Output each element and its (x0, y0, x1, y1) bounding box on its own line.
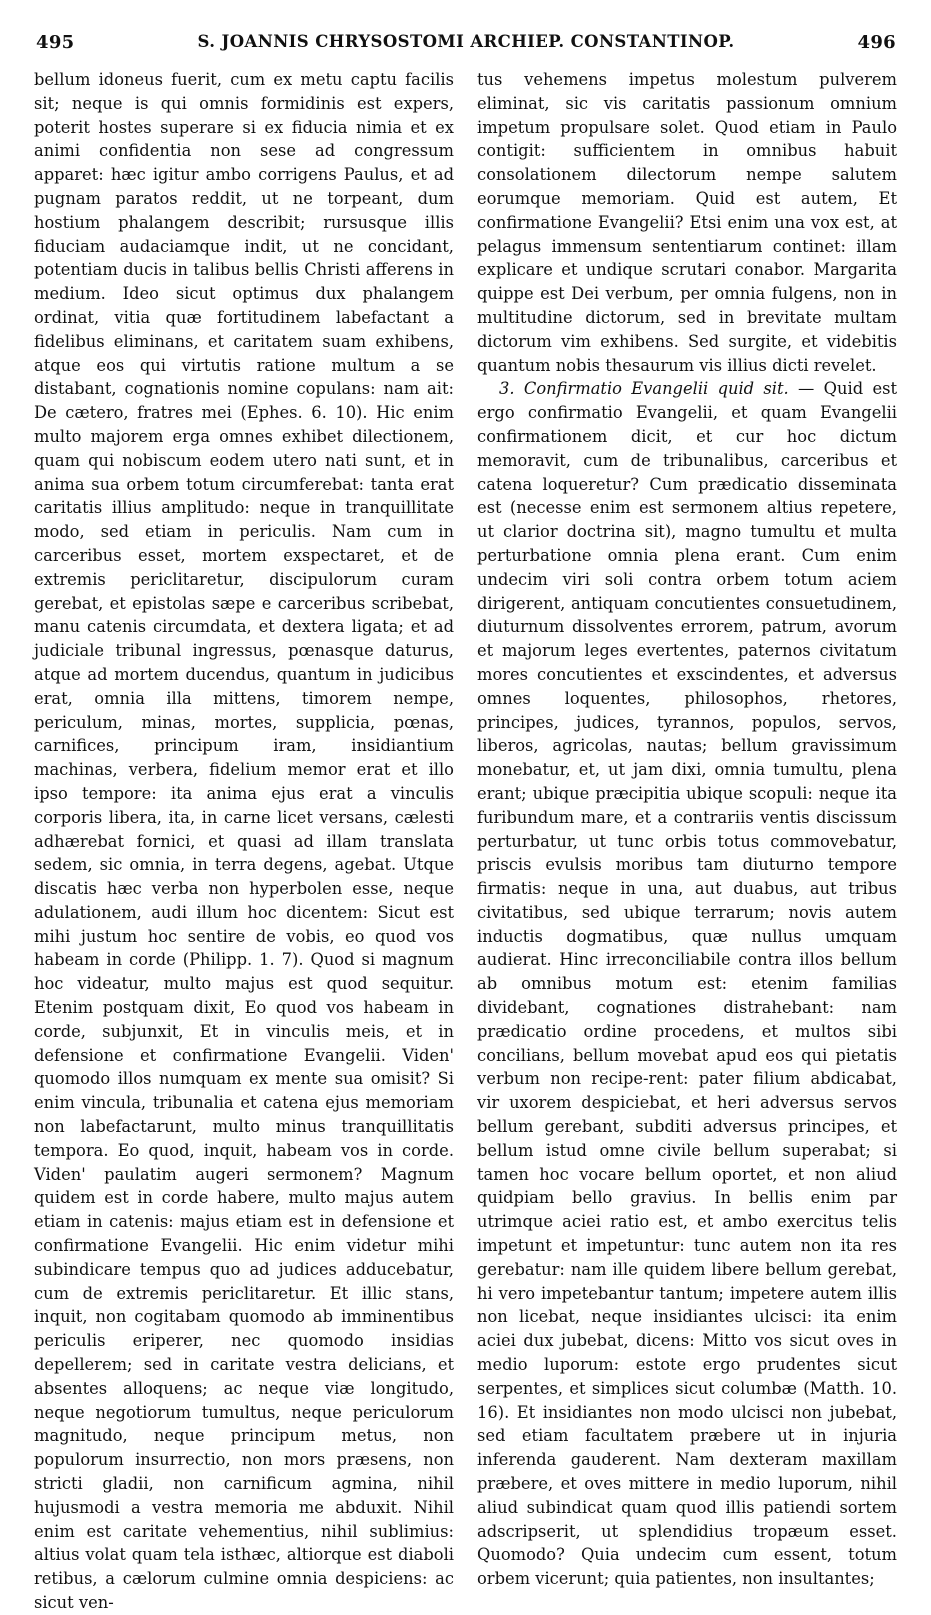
right-column (477, 68, 897, 1589)
section-heading: 3. Confirmatio Evangelii quid sit. (499, 379, 789, 399)
section-text: — Quid est ergo confirmatio Evangelii, et quam Evangelii confirmationem dicit, et cur hoc dictum memoravit, cum de tribunalibus, carceribus et catena loqueretur? Cum prædicatio disseminata est (necesse enim est sermonem altius repetere, ut clarior doctrina sit), magno tumultu et multa perturbatione omnia plena erant. Cum enim undecim viri soli contra orbem totum aciem dirigerent, antiquam concutientes consuetudinem, diuturnum dissolventes errorem, patrum, avorum et majorum leges evertentes, paternos civitatum mores concutientes et exscindentes, et adversus omnes loquentes, philosophos, rhetores, principes, judices, tyrannos, populos, servos, liberos, agricolas, nautas; bellum gravissimum monebatur, et, ut jam dixi, omnia tumultu, plena erant; ubique præcipitia ubique scopuli: neque ita furibundum mare, et a contrariis ventis discissum perturbatur, ut tunc orbis totus commovebatur, priscis evulsis moribus tam diuturno tempore firmatis: neque in una, aut duabus, aut tribus civitatibus, sed ubique terrarum; novis autem inductis dogmatibus, quæ nullus umquam audierat. Hinc irreconciliabile contra illos bellum ab omnibus motum est: etenim familias dividebant, cognationes distrahebant: nam prædicatio ordine procedens, et multos sibi concilians, bellum movebat apud eos qui pietatis verbum non recipe-rent: pater filium abdicabat, vir uxorem despiciebat, et heri adversus servos bellum gerebant, subditi adversus principes, et bellum istud omne civile bellum superabat; si tamen hoc vocare bellum oportet, et non aliud quidpiam bello gravius. In bellis enim par utrimque aciei ratio est, et ambo exercitus telis impetunt et impetuntur: tunc autem non ita res gerebatur: nam ille quidem libere bellum gerebat, hi vero impetebantur tantum; impetere autem illis non licebat, neque insidiantes ulcisci: ita enim aciei dux jubebat, dicens: Mitto vos sicut oves in medio luporum: estote ergo prudentes sicut serpentes, et simplices sicut columbæ (Matth. 10. 16). Et insidiantes non modo ulcisci non jubebat, sed etiam facultatem præbere ut in injuria inferenda gauderent. Nam dexteram maxillam præbere, et oves mittere in medio luporum, nihil aliud subindicat quam quod illis patiendi sortem adscripserit, ut splendidius tropæum esset. Quomodo? Quia undecim cum essent, totum orbem vicerunt; quia patientes, non insultantes; (477, 379, 897, 1589)
running-header (36, 32, 896, 56)
page-number-left: 495 (36, 32, 75, 53)
running-title: S. JOANNIS CHRYSOSTOMI ARCHIEP. CONSTANTINOP. (197, 32, 735, 51)
page-number-right: 496 (857, 32, 896, 53)
section-paragraph (477, 377, 897, 1591)
body-paragraph: bellum idoneus fuerit, cum ex metu captu facilis sit; neque is qui omnis formidinis est expers, poterit hostes superare si ex fiducia nimia et ex animi confidentia non sese ad congressum apparet: hæc igitur ambo corrigens Paulus, et ad pugnam paratos reddit, ut ne torpeant, dum hostium phalangem describit; rursusque illis fiduciam audaciamque indit, ut ne concidant, potentiam ducis in talibus bellis Christi afferens in medium. Ideo sicut optimus dux phalangem ordinat, vitia quæ fortitudinem labefactant a fidelibus eliminans, et caritatem suam exhibens, atque eos qui virtutis ratione multum a se distabant, cognationis nomine copulans: nam ait: De cætero, fratres mei (Ephes. 6. 10). Hic enim multo majorem erga omnes exhibet dilectionem, quam qui nobiscum eodem utero nati sunt, et in anima sua orbem totum circumferebat: tanta erat caritatis illius amplitudo: neque in tranquillitate modo, sed etiam in periculis. Nam cum in carceribus esset, mortem exspectaret, et de extremis periclitaretur, discipulorum curam gerebat, et epistolas sæpe e carceribus scribebat, manu catenis circumdata, et dextera ligata; et ad judiciale tribunal ingressus, pœnasque daturus, atque ad mortem ducendus, quantum in judicibus erat, omnia illa mittens, timorem nempe, periculum, minas, mortes, supplicia, pœnas, carnifices, principum iram, insidiantium machinas, verbera, fidelium memor erat et illo ipso tempore: ita anima ejus erat a vinculis corporis libera, ita, in carne licet versans, cælesti adhærebat fornici, et quasi ad illam translata sedem, sic omnia, in terra degens, agebat. Utque discatis hæc verba non hyperbolen esse, neque adulationem, audi illum hoc dicentem: Sicut est mihi justum hoc sentire de vobis, eo quod vos habeam in corde (Philipp. 1. 7). Quod si magnum hoc videatur, multo majus est quod sequitur. Etenim postquam dixit, Eo quod vos habeam in corde, subjunxit, Et in vinculis meis, et in defensione et confirmatione Evangelii. Viden' quomodo illos numquam ex mente sua omisit? Si enim vincula, tribunalia et catena ejus memoriam non labefactarunt, multo minus tranquillitatis tempora. Eo quod, inquit, habeam vos in corde. Viden' paulatim augeri sermonem? Magnum quidem est in corde habere, multo majus autem etiam in catenis: majus etiam est in defensione et confirmatione Evangelii. Hic enim videtur mihi subindicare tempus quo ad judices adducebatur, cum de extremis periclitaretur. Et illic stans, inquit, non cogitabam quomodo ab imminentibus periculis eriperer, nec quomodo insidias depellerem; sed in caritate vestra delicians, et absentes alloquens; ac neque viæ longitudo, neque negotiorum tumultus, neque periculorum magnitudo, neque principum metus, non populorum insurrectio, non mors præsens, non stricti gladii, non carnificum agmina, nihil hujusmodi a vestra memoria me abduxit. Nihil enim est caritate vehementius, nihil sublimius: altius volat quam tela isthæc, altiorque est diaboli retibus, a cælorum culmine omnia despiciens: ac sicut ven- (34, 70, 454, 1612)
left-column (34, 68, 454, 1612)
body-paragraph: tus vehemens impetus molestum pulverem eliminat, sic vis caritatis passionum omnium impetum propulsare solet. Quod etiam in Paulo contigit: sufficientem in omnibus habuit consolationem dilectorum nempe salutem eorumque memoriam. Quid est autem, Et confirmatione Evangelii? Etsi enim una vox est, at pelagus immensum sententiarum continet: illam explicare et undique scrutari conabor. Margarita quippe est Dei verbum, per omnia fulgens, non in multitudine dictorum, sed in brevitate multam dictorum vim exhibens. Sed surgite, et videbitis quantum nobis thesaurum vis illius dicti revelet. (477, 70, 897, 375)
